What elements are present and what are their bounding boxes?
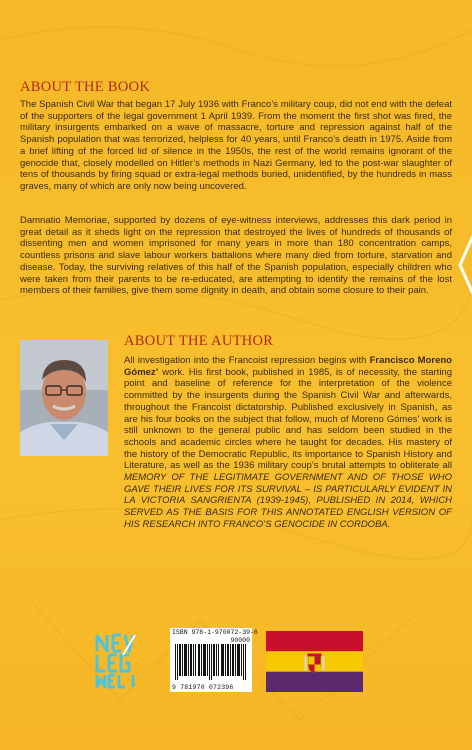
about-author-heading: ABOUT THE AUTHOR [124,333,274,349]
author-name: Francisco Moreno Gómez’ [124,355,452,378]
author-photo [20,340,108,456]
author-text-start: All investigation into the Francoist repression begins with [124,355,370,366]
isbn-barcode [170,628,258,692]
about-book-paragraph-2: Damnatio Memoriae, supported by dozens of eye-witness interviews, addresses this dark period in great detail as it sheds light on the repression that destroyed the lives of hundreds of thousands of dissenting men and women imprisoned for many years in more than 180 concentration camps, countless prisons and slave labour workers battalions where many died from torture, starvation and disease. Today, the surviving relatives of this half of the Spanish population, especially children who were taken from their parents to be re-educated, are attempting to identify the remains of the lost members of their families, give them some dignity in death, and obtain some closure to their pain. [20,215,452,297]
publisher-logo-icon [93,631,137,689]
republic-flag-icon [266,631,363,692]
ean-number: 9 781970 072396 [172,684,234,691]
about-author-paragraph [124,355,452,531]
about-book-paragraph-1: The Spanish Civil War that began 17 July 1936 with Franco’s military coup, did not end with the defeat of the supporters of the legal government 1 April 1939. From the moment the first shot was fired, the military insurgents embarked on a wave of massacre, torture and repression against half of the Spanish population that was terrorized, helpless for 40 years, until Franco’s death in 1975. Aside from a brief lifting of the forced lid of silence in the 1950s, the rest of the world remains ignorant of the genocide that, closely modelled on Hitler’s methods in Nazi Germany, led to the post-war slaughter of tens of thousands by firing squad or extra-legal methods buried, unidentified, by the hundreds in mass graves, many of which are only now being uncovered. [20,99,452,192]
about-book-heading: ABOUT THE BOOK [20,79,151,95]
decorative-shape-icon [456,225,472,305]
barcode-bars [175,644,247,680]
author-text-italic: MEMORY OF THE LEGITIMATE GOVERNMENT AND OF THOSE WHO GAVE THEIR LIVES FOR ITS SURVIVAL – IS PARTICULARLY EVIDENT IN LA VICTORIA SANGRIENTA (1939-1945), PUBLISHED IN 2014, WHICH SERVED AS THE BASIS FOR THIS ANNOTATED ENGLISH VERSION OF HIS RESEARCH INTO FRANCO’S GENOCIDE IN CORDOBA. [124,472,452,530]
author-text-middle: work. His first book, published in 1985, is of necessity, the starting point and baseline of reference for the interpretation of the violence committed by the insurgents during the Spanish Civil War and afterwards, throughout the Francoist dictatorship. Published exclusively in Spanish, as are his four books on the subject that follow, much of Moreno Gómes’ work is still unknown to the general public and has seldom been studied in the schools and academic circles where he taught for decades. His mastery of the history of the Democratic Republic, its importance to Spanish History and Literature, as well as the 1936 military coup’s brutal attempts to obliterate all [124,366,452,472]
isbn-number: ISBN 978-1-970072-39-6 [172,629,258,636]
price-code: 90000 [230,637,250,644]
